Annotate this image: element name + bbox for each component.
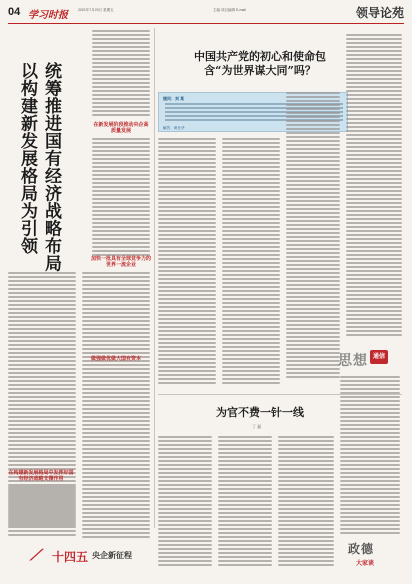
zhengde-sub: 大家谈 <box>356 560 375 567</box>
sixiang-text: 思想 <box>338 353 368 369</box>
article-col-a <box>158 138 216 386</box>
article-col-c <box>286 92 340 380</box>
footer-logo <box>30 544 140 568</box>
issue-date: 2021年7月23日 星期五 <box>78 8 114 12</box>
masthead <box>8 4 404 24</box>
article-2-byline: 丁 磊 <box>252 424 262 429</box>
article-col-b <box>222 138 280 386</box>
subhead-2: 加快一批具有全球竞争力的世界一流企业 <box>90 256 151 268</box>
article-headline: 中国共产党的初心和使命包含“为世界谋大同”吗？ <box>194 50 326 77</box>
zhengde-main: 政德 <box>348 542 375 556</box>
column-badge-sixiang <box>338 348 400 370</box>
question-label: 提问：刘 某 <box>163 96 185 101</box>
article-2-col-c <box>278 436 334 568</box>
article-col-d <box>346 34 402 338</box>
text-block-top-left <box>92 30 150 118</box>
logo-swoosh-icon: ⟋ <box>30 546 41 564</box>
article-2-col-a <box>158 436 212 568</box>
subhead-4: 做强做优做大国有资本 <box>90 356 141 362</box>
answer-label: 解答：黄仕华 <box>163 126 185 130</box>
page-number: 04 <box>8 6 21 18</box>
column-divider <box>154 28 155 528</box>
editor-info: 主编 项目编辑 E-mail <box>213 8 246 12</box>
text-block-col-2 <box>82 272 150 540</box>
column-badge-zhengde <box>342 540 394 574</box>
logo-sub-text: 央企新征程 <box>92 550 132 560</box>
section-title: 领导论苑 <box>355 6 404 20</box>
paper-name: 学习时报 <box>28 10 68 21</box>
sixiang-badge: 通信 <box>370 350 388 364</box>
logo-main-text: 十四五 <box>52 550 89 564</box>
headline-col-1: 统筹推进国有经济战略布局 <box>41 62 61 272</box>
article-2-col-b <box>218 436 272 568</box>
subhead-1: 在新发展阶段推动央企高质量发展 <box>93 122 149 134</box>
headline-col-2: 以构建新发展格局为引领 <box>17 62 37 255</box>
text-block-mid-left <box>92 138 150 258</box>
article-2-col-d <box>340 376 400 536</box>
subhead-3: 在构建新发展格局中发挥好国有经济战略支撑作用 <box>8 470 74 482</box>
article-2-headline: 为官不费一针一线 <box>216 406 304 419</box>
text-block-bottom-left <box>8 486 76 538</box>
